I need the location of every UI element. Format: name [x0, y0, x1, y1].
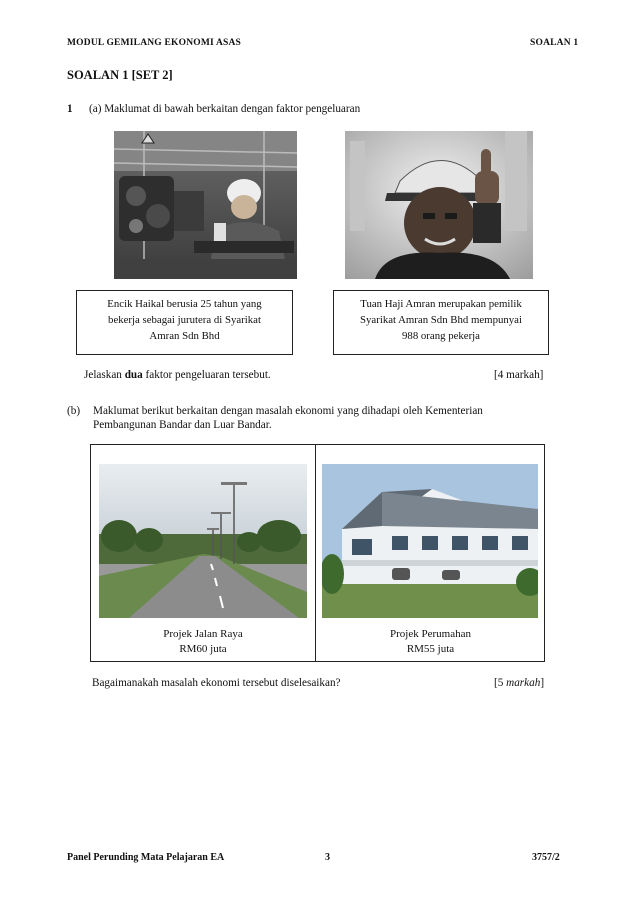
header-question-label: SOALAN 1: [530, 38, 579, 48]
instruction-a: [84, 368, 271, 382]
caption-road-cost: RM60 juta: [179, 643, 227, 655]
paper-code: 3757/2: [532, 852, 560, 863]
road-project-photo: [99, 464, 307, 618]
info-box-owner-line: Syarikat Amran Sdn Bhd mempunyai: [360, 314, 522, 326]
caption-road: [91, 627, 315, 657]
info-box-engineer-line: Amran Sdn Bhd: [149, 330, 220, 342]
info-box-owner: [333, 290, 549, 355]
marks-a: [4 markah]: [494, 369, 544, 381]
marks-b-open: [5: [494, 677, 507, 689]
caption-housing: [316, 627, 545, 657]
footer-panel: Panel Perunding Mata Pelajaran EA: [67, 852, 225, 863]
caption-housing-cost: RM55 juta: [406, 643, 455, 655]
question-b: Bagaimanakah masalah ekonomi tersebut diselesaikan?: [92, 677, 341, 689]
question-number: 1: [67, 103, 73, 115]
caption-road-title: Projek Jalan Raya: [163, 628, 243, 640]
info-box-engineer-line: bekerja sebagai jurutera di Syarikat: [108, 314, 261, 326]
part-b-line-1: Maklumat berikut berkaitan dengan masalah ekonomi yang dihadapi oleh Kementerian: [93, 405, 483, 417]
marks-b: [494, 676, 544, 690]
info-box-owner-line: 988 orang pekerja: [402, 330, 480, 342]
businessman-photo: [345, 131, 533, 279]
info-box-engineer: [76, 290, 293, 355]
instruction-a-bold: dua: [124, 369, 143, 381]
engineer-photo: [114, 131, 297, 279]
part-b-line-2: Pembangunan Bandar dan Luar Bandar.: [93, 419, 272, 431]
page-title: SOALAN 1 [SET 2]: [67, 68, 173, 82]
projects-table: [90, 444, 545, 662]
marks-b-close: ]: [540, 677, 545, 689]
page-number: 3: [325, 852, 330, 863]
instruction-a-text-end: faktor pengeluaran tersebut.: [142, 369, 271, 381]
part-a-intro: (a) Maklumat di bawah berkaitan dengan faktor pengeluaran: [89, 103, 361, 115]
caption-housing-title: Projek Perumahan: [390, 628, 471, 640]
marks-b-word: markah: [506, 677, 541, 689]
header-module-title: MODUL GEMILANG EKONOMI ASAS: [67, 38, 242, 48]
housing-project-photo: [322, 464, 538, 618]
info-box-engineer-line: Encik Haikal berusia 25 tahun yang: [107, 298, 262, 310]
info-box-owner-line: Tuan Haji Amran merupakan pemilik: [360, 298, 522, 310]
part-b-label: (b): [67, 405, 81, 417]
instruction-a-text: Jelaskan: [84, 369, 125, 381]
